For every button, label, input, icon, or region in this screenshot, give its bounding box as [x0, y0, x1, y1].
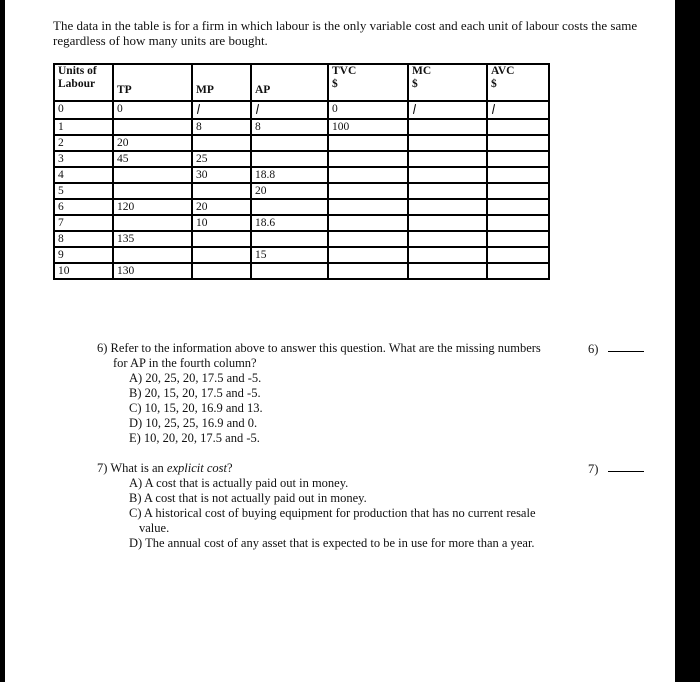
slash-mark — [197, 104, 200, 114]
cell-ap: 8 — [251, 119, 328, 135]
cell-units: 6 — [54, 199, 113, 215]
question-6-margin-number: 6) — [588, 342, 599, 356]
header-mp: MP — [192, 64, 251, 101]
cell-mc — [408, 135, 487, 151]
question-6-option-a: A) 20, 25, 20, 17.5 and -5. — [129, 371, 262, 385]
cell-mp — [192, 263, 251, 279]
question-7-stem: 7) What is an explicit cost? — [97, 461, 233, 475]
header-ap: AP — [251, 64, 328, 101]
table-row — [54, 167, 549, 183]
table-row — [54, 247, 549, 263]
table-body — [54, 101, 549, 279]
question-7-option-c-cont: value. — [139, 521, 170, 535]
cell-ap — [251, 101, 328, 119]
cell-tp: 0 — [113, 101, 192, 119]
cell-tp: 130 — [113, 263, 192, 279]
cell-tp: 135 — [113, 231, 192, 247]
cell-tp — [113, 247, 192, 263]
cell-units: 1 — [54, 119, 113, 135]
question-7-option-a: A) A cost that is actually paid out in money. — [129, 476, 349, 490]
question-6-option-d: D) 10, 25, 25, 16.9 and 0. — [129, 416, 258, 430]
cell-units: 7 — [54, 215, 113, 231]
cell-avc — [487, 101, 549, 119]
cell-mc — [408, 167, 487, 183]
cell-avc — [487, 263, 549, 279]
cell-tvc — [328, 167, 408, 183]
intro-paragraph: The data in the table is for a firm in which labour is the only variable cost and each unit of labour costs the same regardless of how many units are bought. — [53, 18, 638, 48]
cell-avc — [487, 231, 549, 247]
table-row — [54, 183, 549, 199]
cell-avc — [487, 167, 549, 183]
cell-mp: 10 — [192, 215, 251, 231]
cell-tvc — [328, 263, 408, 279]
question-7-margin-number: 7) — [588, 462, 599, 476]
cell-tp — [113, 119, 192, 135]
cell-avc — [487, 135, 549, 151]
cell-tp: 120 — [113, 199, 192, 215]
cell-units: 5 — [54, 183, 113, 199]
question-7-option-d: D) The annual cost of any asset that is expected to be in use for more than a year. — [129, 536, 535, 550]
cell-mc — [408, 199, 487, 215]
cell-avc — [487, 247, 549, 263]
question-6-option-b: B) 20, 15, 20, 17.5 and -5. — [129, 386, 261, 400]
question-7-option-b: B) A cost that is not actually paid out in money. — [129, 491, 367, 505]
cell-units: 10 — [54, 263, 113, 279]
cell-units: 4 — [54, 167, 113, 183]
table-row — [54, 199, 549, 215]
table-row — [54, 151, 549, 167]
cell-avc — [487, 119, 549, 135]
document-page — [5, 0, 675, 682]
cell-units: 9 — [54, 247, 113, 263]
cell-tp — [113, 183, 192, 199]
cell-units: 8 — [54, 231, 113, 247]
cell-ap: 18.8 — [251, 167, 328, 183]
cell-mc — [408, 215, 487, 231]
cell-tvc: 0 — [328, 101, 408, 119]
slash-mark — [413, 104, 416, 114]
question-6-stem-cont: for AP in the fourth column? — [113, 356, 257, 370]
cell-tvc — [328, 231, 408, 247]
cell-mc — [408, 101, 487, 119]
cell-units: 0 — [54, 101, 113, 119]
table-row — [54, 215, 549, 231]
cell-mc — [408, 263, 487, 279]
cell-mc — [408, 231, 487, 247]
cell-mp: 30 — [192, 167, 251, 183]
cell-units: 2 — [54, 135, 113, 151]
cell-mp — [192, 231, 251, 247]
cell-tp: 45 — [113, 151, 192, 167]
cell-tvc — [328, 215, 408, 231]
question-7 — [97, 461, 577, 551]
question-6 — [97, 341, 577, 446]
production-cost-table — [53, 63, 550, 280]
question-6-option-c: C) 10, 15, 20, 16.9 and 13. — [129, 401, 263, 415]
cell-avc — [487, 199, 549, 215]
question-6-answer-blank[interactable] — [608, 351, 644, 352]
cell-mp: 25 — [192, 151, 251, 167]
table-row — [54, 135, 549, 151]
header-avc: AVC $ — [487, 64, 549, 101]
question-6-stem: 6) Refer to the information above to answer this question. What are the missing numbers — [97, 341, 541, 355]
cell-tvc — [328, 199, 408, 215]
cell-ap — [251, 199, 328, 215]
cell-tvc — [328, 135, 408, 151]
cell-mc — [408, 119, 487, 135]
cell-units: 3 — [54, 151, 113, 167]
question-7-answer-blank[interactable] — [608, 471, 644, 472]
cell-tvc — [328, 183, 408, 199]
question-7-option-c: C) A historical cost of buying equipment for production that has no current resale — [129, 506, 536, 520]
cell-ap — [251, 151, 328, 167]
cell-ap: 18.6 — [251, 215, 328, 231]
table-row — [54, 101, 549, 119]
cell-tvc — [328, 151, 408, 167]
cell-tp: 20 — [113, 135, 192, 151]
header-tp: TP — [113, 64, 192, 101]
cell-mp: 20 — [192, 199, 251, 215]
cell-ap — [251, 263, 328, 279]
cell-ap — [251, 231, 328, 247]
cell-avc — [487, 183, 549, 199]
cell-avc — [487, 215, 549, 231]
cell-tp — [113, 215, 192, 231]
table-row — [54, 119, 549, 135]
cell-ap: 20 — [251, 183, 328, 199]
cell-mp — [192, 101, 251, 119]
question-6-option-e: E) 10, 20, 20, 17.5 and -5. — [129, 431, 260, 445]
cell-mp: 8 — [192, 119, 251, 135]
table-row — [54, 231, 549, 247]
cell-avc — [487, 151, 549, 167]
cell-tp — [113, 167, 192, 183]
cell-mp — [192, 247, 251, 263]
cell-tvc — [328, 247, 408, 263]
cell-mp — [192, 135, 251, 151]
slash-mark — [256, 104, 259, 114]
header-units-of-labour: Units of Labour — [54, 64, 113, 101]
table-row — [54, 263, 549, 279]
cell-ap: 15 — [251, 247, 328, 263]
cell-ap — [251, 135, 328, 151]
intro-text — [53, 18, 658, 48]
cell-mp — [192, 183, 251, 199]
cell-mc — [408, 247, 487, 263]
slash-mark — [492, 104, 495, 114]
table-header-row — [54, 64, 549, 101]
header-tvc: TVC $ — [328, 64, 408, 101]
cell-mc — [408, 183, 487, 199]
header-mc: MC $ — [408, 64, 487, 101]
cell-mc — [408, 151, 487, 167]
cell-tvc: 100 — [328, 119, 408, 135]
